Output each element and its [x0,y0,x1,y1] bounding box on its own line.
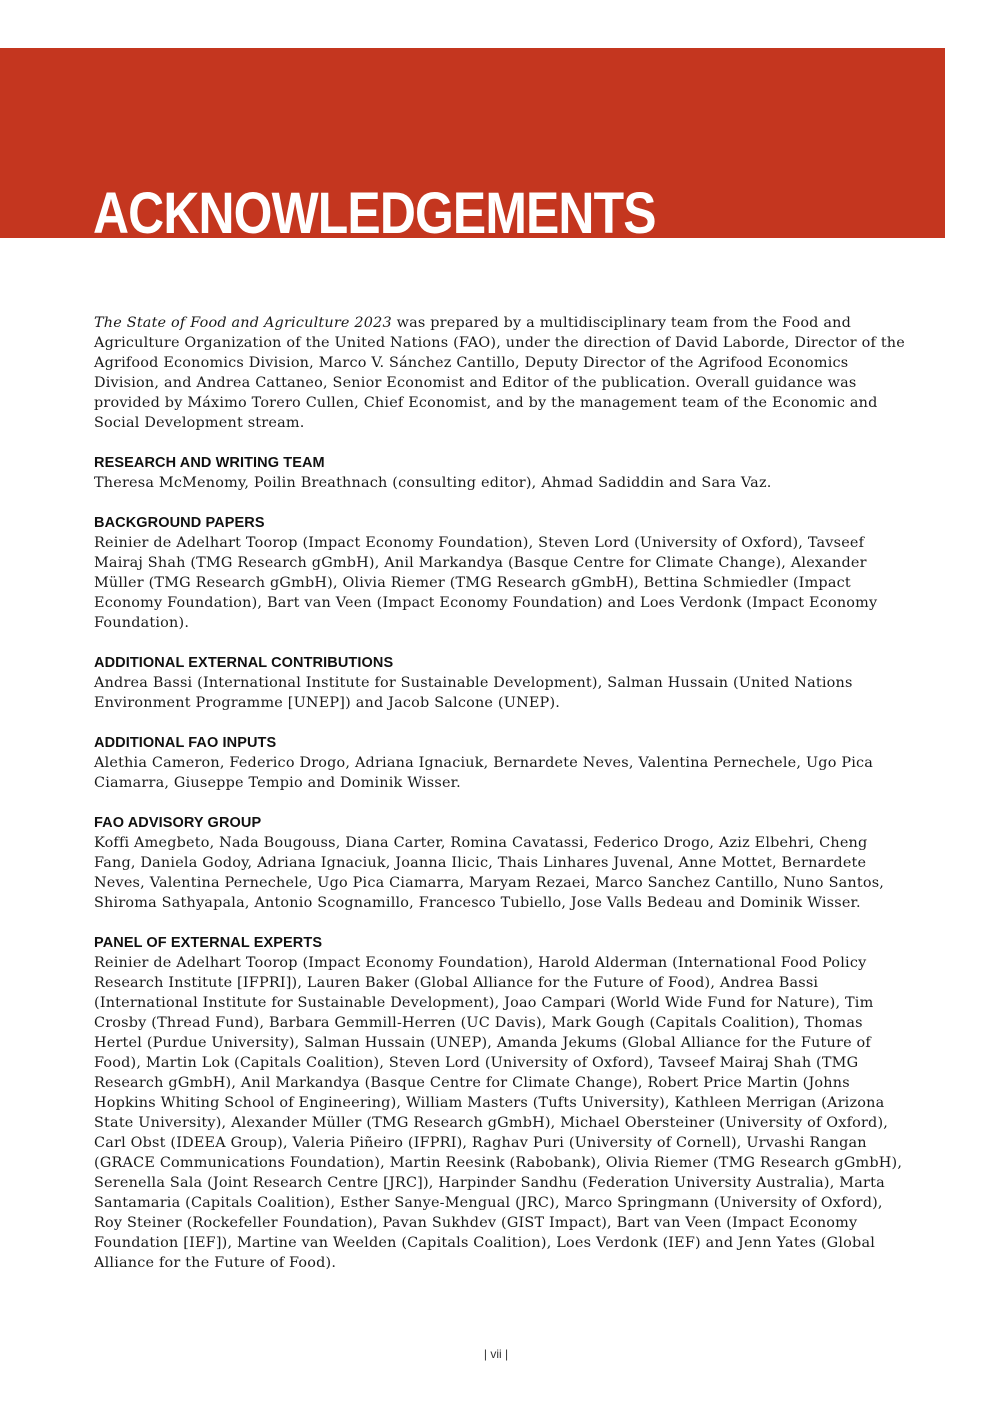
section-fao-advisory-group [94,813,906,913]
section-heading: FAO ADVISORY GROUP [94,815,262,831]
section-heading: PANEL OF EXTERNAL EXPERTS [94,935,323,951]
acknowledgements-content [94,313,906,1293]
section-body: Koffi Amegbeto, Nada Bougouss, Diana Carter, Romina Cavatassi, Federico Drogo, Aziz Elbehri, Cheng Fang, Daniela Godoy, Adriana Ignaciuk, Joanna Ilicic, Thais Linhares Juvenal, Anne Mottet, Bernardete Neves, Valentina Pernechele, Ugo Pica Ciamarra, Maryam Rezaei, Marco Sanchez Cantillo, Nuno Santos, Shiroma Sathyapala, Antonio Scognamillo, Francesco Tubiello, Jose Valls Bedeau and Dominik Wisser. [94,835,885,911]
section-heading: ADDITIONAL FAO INPUTS [94,735,277,751]
section-heading: BACKGROUND PAPERS [94,515,265,531]
section-research-writing-team [94,453,906,493]
section-additional-external-contributions [94,653,906,713]
intro-text: was prepared by a multidisciplinary team from the Food and Agriculture Organization of the United Nations (FAO), under the direction of David Laborde, Director of the Agrifood Economics Division, Marco V. Sánchez Cantillo, Deputy Director of the Agrifood Economics Division, and Andrea Cattaneo, Senior Economist and Editor of the publication. Overall guidance was provided by Máximo Torero Cullen, Chief Economist, and by the management team of the Economic and Social Development stream. [94,315,905,431]
section-body: Reinier de Adelhart Toorop (Impact Economy Foundation), Harold Alderman (International Food Policy Research Institute [IFPRI]), Lauren Baker (Global Alliance for the Future of Food), Andrea Bassi (International Institute for Sustainable Development), Joao Campari (World Wide Fund for Nature), Tim Crosby (Thread Fund), Barbara Gemmill-Herren (UC Davis), Mark Gough (Capitals Coalition), Thomas Hertel (Purdue University), Salman Hussain (UNEP), Amanda Jekums (Global Alliance for the Future of Food), Martin Lok (Capitals Coalition), Steven Lord (University of Oxford), Tavseef Mairaj Shah (TMG Research gGmbH), Anil Markandya (Basque Centre for Climate Change), Robert Price Martin (Johns Hopkins Whiting School of Engineering), William Masters (Tufts University), Kathleen Merrigan (Arizona State University), Alexander Müller (TMG Research gGmbH), Michael Obersteiner (University of Oxford), Carl Obst (IDEEA Group), Valeria Piñeiro (IFPRI), Raghav Puri (University of Cornell), Urvashi Rangan (GRACE Communications Foundation), Martin Reesink (Rabobank), Olivia Riemer (TMG Research gGmbH), Serenella Sala (Joint Research Centre [JRC]), Harpinder Sandhu (Federation University Australia), Marta Santamaria (Capitals Coalition), Esther Sanye-Mengual (JRC), Marco Springmann (University of Oxford), Roy Steiner (Rockefeller Foundation), Pavan Sukhdev (GIST Impact), Bart van Veen (Impact Economy Foundation [IEF]), Martine van Weelden (Capitals Coalition), Loes Verdonk (IEF) and Jenn Yates (Global Alliance for the Future of Food). [94,955,903,1271]
section-heading: RESEARCH AND WRITING TEAM [94,455,325,471]
section-body: Reinier de Adelhart Toorop (Impact Economy Foundation), Steven Lord (University of Oxford), Tavseef Mairaj Shah (TMG Research gGmbH), Anil Markandya (Basque Centre for Climate Change), Alexander Müller (TMG Research gGmbH), Olivia Riemer (TMG Research gGmbH), Bettina Schmiedler (Impact Economy Foundation), Bart van Veen (Impact Economy Foundation) and Loes Verdonk (Impact Economy Foundation). [94,535,878,631]
section-body: Theresa McMenomy, Poilin Breathnach (consulting editor), Ahmad Sadiddin and Sara Vaz. [94,475,772,491]
section-background-papers [94,513,906,633]
section-heading: ADDITIONAL EXTERNAL CONTRIBUTIONS [94,655,394,671]
page-number: | vii | [483,1347,509,1361]
section-body: Alethia Cameron, Federico Drogo, Adriana Ignaciuk, Bernardete Neves, Valentina Pernechele, Ugo Pica Ciamarra, Giuseppe Tempio and Dominik Wisser. [94,755,874,791]
publication-title: The State of Food and Agriculture 2023 [94,315,392,331]
intro-paragraph [94,313,906,433]
section-body: Andrea Bassi (International Institute for Sustainable Development), Salman Hussain (United Nations Environment Programme [UNEP]) and Jacob Salcone (UNEP). [94,675,853,711]
page-title: ACKNOWLEDGEMENTS [93,181,656,246]
section-panel-of-external-experts [94,933,906,1273]
section-additional-fao-inputs [94,733,906,793]
